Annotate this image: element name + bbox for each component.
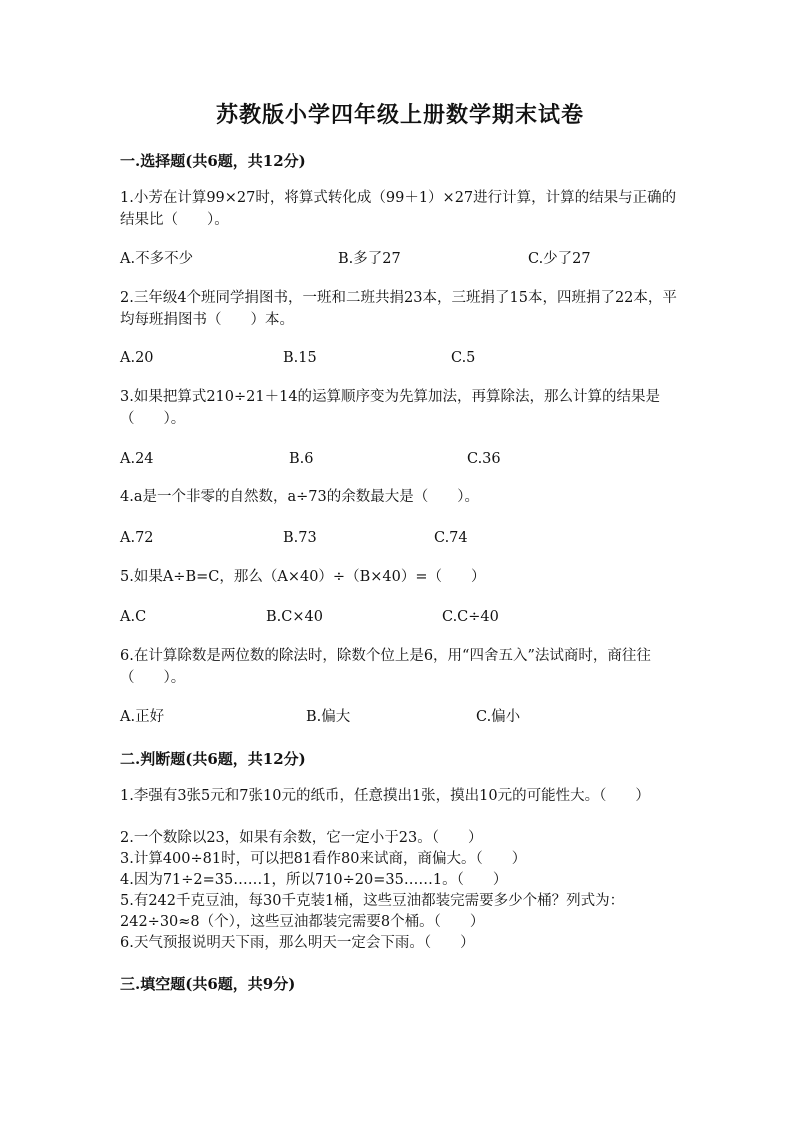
choice-question-1: 1.小芳在计算99×27时，将算式转化成（99＋1）×27进行计算，计算的结果与正确的结果比（ ）。: [120, 190, 677, 228]
choice-question-4: 4.a是一个非零的自然数，a÷73的余数最大是（ ）。: [120, 489, 479, 505]
choice-2-option-b: B.15: [283, 350, 317, 366]
choice-1-option-a: A.不多不少: [120, 251, 194, 267]
exam-title: 苏教版小学四年级上册数学期末试卷: [215, 102, 584, 128]
choice-6-option-c: C.偏小: [476, 709, 521, 725]
choice-question-2: 2.三年级4个班同学捐图书，一班和二班共捐23本，三班捐了15本，四班捐了22本，平均每班捐图书（ ）本。: [120, 290, 677, 328]
judge-item-5: 5.有242千克豆油，每30千克装1桶，这些豆油都装完需要多少个桶？列式为：242÷30≈8（个），这些豆油都装完需要8个桶。（ ）: [120, 893, 625, 930]
choice-4-option-b: B.73: [283, 530, 317, 546]
choice-4-option-c: C.74: [434, 530, 468, 546]
choice-question-6: 6.在计算除数是两位数的除法时，除数个位上是6，用“四舍五入”法试商时，商往往（ ）。: [120, 648, 651, 686]
choice-2-option-c: C.5: [451, 350, 476, 366]
choice-question-3: 3.如果把算式210÷21＋14的运算顺序变为先算加法，再算除法，那么计算的结果是（ ）。: [120, 389, 661, 427]
choice-3-option-a: A.24: [120, 451, 154, 467]
section-heading-choice: 一.选择题(共6题，共12分): [120, 152, 306, 170]
choice-6-option-b: B.偏大: [306, 709, 351, 725]
choice-4-option-a: A.72: [120, 530, 154, 546]
choice-3-option-b: B.6: [289, 451, 314, 467]
judge-item-6: 6.天气预报说明天下雨，那么明天一定会下雨。（ ）: [120, 935, 475, 951]
choice-1-option-c: C.少了27: [528, 251, 591, 267]
choice-5-option-b: B.C×40: [266, 609, 323, 625]
choice-3-option-c: C.36: [467, 451, 501, 467]
choice-6-option-a: A.正好: [120, 709, 165, 725]
choice-2-option-a: A.20: [120, 350, 154, 366]
section-heading-fill: 三.填空题(共6题，共9分): [120, 975, 296, 993]
judge-item-2: 2.一个数除以23，如果有余数，它一定小于23。（ ）: [120, 830, 483, 846]
choice-1-option-b: B.多了27: [338, 251, 401, 267]
judge-item-4: 4.因为71÷2=35……1，所以710÷20=35……1。（ ）: [120, 872, 508, 888]
choice-5-option-a: A.C: [120, 609, 147, 625]
judge-item-1: 1.李强有3张5元和7张10元的纸币，任意摸出1张，摸出10元的可能性大。（ ）: [120, 788, 650, 804]
section-heading-judge: 二.判断题(共6题，共12分): [120, 750, 306, 768]
judge-item-3: 3.计算400÷81时，可以把81看作80来试商，商偏大。（ ）: [120, 851, 527, 867]
choice-5-option-c: C.C÷40: [442, 609, 499, 625]
choice-question-5: 5.如果A÷B=C，那么（A×40）÷（B×40）=（ ）: [120, 569, 486, 585]
